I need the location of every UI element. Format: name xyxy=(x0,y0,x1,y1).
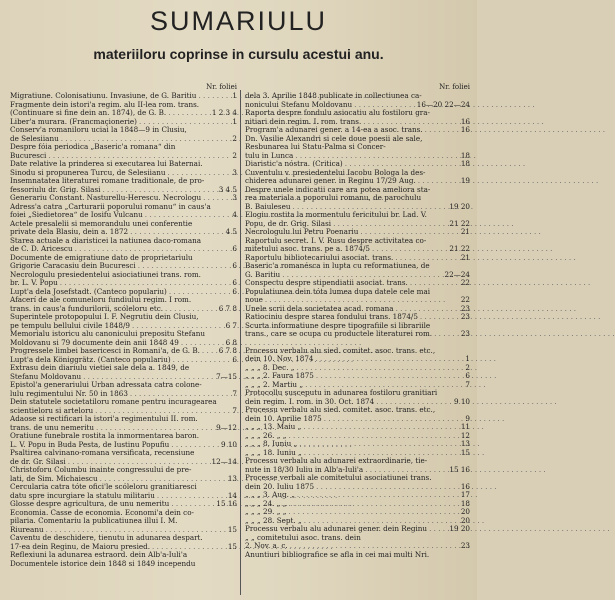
entry-page-numbers: 9 xyxy=(465,413,470,423)
entry-page-numbers: 17 xyxy=(460,490,470,499)
entry-page-numbers: 6 xyxy=(232,244,237,253)
entry-page-numbers: 15 xyxy=(460,447,470,457)
entry-title: Actele presalelii si memorandulu unei conferentie xyxy=(10,218,193,228)
entry-page-numbers: 7—15 xyxy=(216,371,237,381)
entry-title: Lupt'a dela Königgrätz. (Canteco populariu) xyxy=(10,354,171,364)
entry-title: Dn. Vasilie Alexandri si cele doue poesii ale sale, xyxy=(245,133,423,143)
entry-title: Despre fóia periodica „Baseric'a romana“ din xyxy=(10,142,176,151)
entry-page-numbers: 22—24 xyxy=(444,269,470,279)
entry-title: Moldovanu si 79 documente dein anii 1848 49 xyxy=(10,337,179,347)
entry-page-numbers: 13 xyxy=(227,473,237,483)
leader-dots xyxy=(434,330,456,339)
entry-page-numbers: 11 xyxy=(460,422,470,431)
entry-title: „ „ „ 26. „ „ xyxy=(245,430,287,440)
entry-title: L. V. Popu in Buda Pesta, de Iustinu Popufiu xyxy=(10,439,170,449)
entry-page-numbers: 16 xyxy=(460,481,470,491)
entry-page-numbers: 6 xyxy=(232,261,237,270)
entry-title: Raportulu secret. I. V. Rusu despre activitatea co- xyxy=(245,235,427,245)
entry-title: „ „ „ 28. Sept. „ xyxy=(245,515,302,525)
entry-title: chiderea adunarei gener. in Reginu 17/29 Aug. xyxy=(245,176,416,185)
entry-title: Reflexiuni la adunarea estraord. dein Alb'a-Iuli'a xyxy=(10,550,188,559)
entry-title: fessoriulu dr. Grig. Silasi xyxy=(10,184,101,194)
entry-page-numbers: 7 xyxy=(465,379,470,389)
entry-title: Processu verbalu alu adunarei extraordinarie, tie- xyxy=(245,456,428,465)
entry-title: Fragmente dein istori'a regim. alu II-lea rom. trans. xyxy=(10,99,200,109)
entry-title: Liber'a murara. (Francmaçionerie) xyxy=(10,116,137,126)
entry-title: 2. Nov. a. c. xyxy=(245,541,288,550)
entry-title: B. Baiuleseu xyxy=(245,201,291,211)
entry-title: trans. de unu nemeritu xyxy=(10,422,95,432)
entry-title: „ „ „ 3. Aug. „ xyxy=(245,490,295,499)
left-column xyxy=(10,83,237,568)
entry-page-numbers: 18 xyxy=(460,150,470,160)
entry-title: de C. D. Aricescu xyxy=(10,244,73,253)
entry-page-numbers: 12 xyxy=(460,430,470,440)
entry-title: Processe verbali ale comitetului asociatiunei trans. xyxy=(245,473,432,482)
entry-page-numbers: 18 xyxy=(460,498,470,508)
entry-title: Anuntiuri bibliografice se afla in cei mai multi Nri. xyxy=(245,549,430,559)
entry-page-numbers: 23 xyxy=(460,541,470,550)
entry-title: Christoforu Columbu inainte congressului de pre- xyxy=(10,465,192,474)
entry-title: Glosse despre agricultura, de unu nemeritu xyxy=(10,499,170,508)
entry-title: pilaria. Comentariu la publicatiunea illui I. M. xyxy=(10,516,178,525)
entry-page-numbers: 23 xyxy=(460,312,470,321)
entry-title: „ „ comitetului asoc. trans. dein xyxy=(245,532,361,542)
entry-title: Epistol'a generariului Urban adressata catra colone- xyxy=(10,380,202,389)
entry-title: Riureanu xyxy=(10,524,44,534)
entry-page-numbers: 15 xyxy=(227,524,237,534)
entry-page-numbers: 1 xyxy=(465,354,470,363)
entry-title: „ „ „ 18. Iuniu „ xyxy=(245,447,302,457)
entry-page-numbers: 2 xyxy=(232,133,237,143)
entry-title: trans. in caus'a fundurilorii, scóleloru etc. xyxy=(10,303,164,313)
entry-title: dein 10. Aprilie 1875 xyxy=(245,413,322,423)
entry-page-numbers: 6 xyxy=(465,371,470,380)
entry-page-numbers: 21 22 xyxy=(449,244,470,253)
entry-title: Raporta despre fondulu asiocatiu alu fostiloru gra- xyxy=(245,108,430,117)
entry-page-numbers: 21 xyxy=(460,252,470,262)
leader-dots xyxy=(429,525,447,534)
entry-title: Superintele protopopului I. F. Negrutiu dein Clusiu, xyxy=(10,312,199,321)
entry-page-numbers: 3 xyxy=(232,167,237,177)
entry-title: Processu verbalu alu adunarei gener. dein Reginu xyxy=(245,524,428,533)
entry-title: rea materiala a poporului romanu, de parochulu xyxy=(245,193,422,202)
entry-title: tulu in Lunca xyxy=(245,150,294,160)
entry-page-numbers: 19 xyxy=(460,176,470,185)
entry-title: Economia. Casse de economia. Economi'a dein co- xyxy=(10,507,194,517)
entry-title: Populatiunea dein tóta lumea dupa datele cele mai xyxy=(245,286,431,296)
entry-page-numbers: 1 xyxy=(232,116,237,126)
column-header: Nr. foliei xyxy=(439,83,470,91)
entry-page-numbers: 3 xyxy=(232,193,237,202)
entry-page-numbers: 13 xyxy=(460,439,470,448)
entry-title: lati, de Sim. Michaiescu xyxy=(10,473,98,483)
entry-title: Sinodu si propunerea Turcu, de Selesiianu xyxy=(10,167,166,177)
entry-title: pe tempulu bellului civile 1848/9 xyxy=(10,320,130,330)
entry-page-numbers: 18 xyxy=(460,159,470,168)
entry-title: Diaristic'a nóstra. (Critica) xyxy=(245,159,343,168)
entry-title: Despre unele indicatii care ara potea ameliora sta- xyxy=(245,184,431,194)
toc-entry xyxy=(245,330,470,339)
entry-title: Migratiune. Colonisatiunu. Invasiune, de G. Baritiu xyxy=(10,91,197,100)
entry-title: Ratiociniu despre starea fondului trans. 1874/5 xyxy=(245,312,418,321)
entry-page-numbers: 6 8 xyxy=(225,337,237,347)
entry-page-numbers: 19 20 xyxy=(449,524,470,533)
entry-title: Resbunarea lui Statu-Palma si Concer- xyxy=(245,142,386,151)
entry-page-numbers: 22 xyxy=(460,295,470,304)
entry-title: Raportulu bibliotecariului asociat. trans. xyxy=(245,252,394,262)
entry-title: de Selesiianu xyxy=(10,133,59,143)
entry-title: Documente de emigratiune dato de proprietariulu xyxy=(10,252,193,262)
entry-page-numbers: 15 xyxy=(227,541,237,551)
entry-page-numbers: 21 22 xyxy=(449,218,470,228)
entry-title: Insemnatatea literaturei romane traditionale, de pro- xyxy=(10,176,205,185)
entry-title: Bucuresci xyxy=(10,150,47,160)
entry-title: nute in 18/30 Iuliu in Alb'a-Iuli'a xyxy=(245,464,364,474)
entry-title: nitiari dein regim. I. rom. trans. xyxy=(245,116,362,126)
entry-title: dein regim. I. rom. in 30. Oct. 1874 xyxy=(245,396,375,406)
entry-page-numbers: 2 xyxy=(232,150,237,160)
entry-title: private dela Blasiu, dein a. 1872 xyxy=(10,227,129,236)
entry-title: Processu verbalu alu sied. comitet. asoc. trans. etc., xyxy=(245,345,436,355)
entry-title: Cercularia catra tóte ofici'le scóleloru granitiaresci xyxy=(10,482,197,491)
entry-page-numbers: 23 xyxy=(460,329,470,338)
entry-title: dein 20. Iuliu 1875 xyxy=(245,481,315,491)
entry-title: Necrologulu lui Petru Poenariu xyxy=(245,227,359,236)
entry-title: Popu, de dr. Grig. Silasi xyxy=(245,218,332,228)
entry-page-numbers: 15 16 xyxy=(449,464,470,474)
entry-title: Processu verbalu alu sied. comitet. asoc. trans. etc., xyxy=(245,405,436,414)
toc-entry xyxy=(245,551,470,560)
entry-page-numbers: 16 xyxy=(460,116,470,126)
entry-page-numbers: 20 xyxy=(460,507,470,516)
entry-page-numbers: 9 10 xyxy=(220,439,237,449)
entry-page-numbers: 20 xyxy=(460,515,470,525)
entry-page-numbers: 7 xyxy=(232,405,237,415)
entry-title: lulu regimentului Nr. 50 in 1863 xyxy=(10,388,128,398)
leader-dots xyxy=(198,92,223,101)
entry-title: Date relative la prinderea si executarea lui Baternai. xyxy=(10,159,203,168)
entry-page-numbers: 23 xyxy=(460,303,470,313)
entry-title: scientieloru si arteloru xyxy=(10,405,94,415)
entry-title: „ „ „ 13. Maiu „ xyxy=(245,422,302,431)
entry-title: Scurta informatiune despre tipografiile si librariile xyxy=(245,320,431,330)
page-subtitle: materiiloru coprinse in cursulu acestui anu. xyxy=(93,46,384,62)
entry-page-numbers: 6 xyxy=(232,278,237,287)
entry-page-numbers: 12—14 xyxy=(211,456,237,466)
entry-title: (Continuare si fine dein an. 1874), de G. B. xyxy=(10,108,167,117)
entry-title: dein 10. Nov. 1874 xyxy=(245,354,314,363)
entry-page-numbers: 6 xyxy=(232,354,237,364)
entry-title: Generariu Constant. Nasturellu-Herescu. Necrologu xyxy=(10,193,202,202)
entry-title: G. Baritiu xyxy=(245,269,281,279)
entry-title: „ „ „ 29. „ „ xyxy=(245,507,287,516)
entry-page-numbers: 19 20 xyxy=(449,201,470,211)
entry-title: Baseric'a romanésca in lupta cu reformatiunea, de xyxy=(245,261,430,270)
entry-title: Elogiu rostita la mormentulu fericitului br. Lad. V. xyxy=(245,210,427,219)
entry-page-numbers: 15 16 xyxy=(216,499,237,508)
entry-title: Program'a adunarei gener. a 14-ea a asoc. trans. xyxy=(245,125,423,134)
entry-title: Dein statutele societatiloru romane pentru incuragearea xyxy=(10,397,217,406)
page-title: SUMARIULU xyxy=(149,6,328,36)
entry-page-numbers: 2 xyxy=(465,362,470,372)
entry-page-numbers: 4 xyxy=(232,210,237,219)
entry-title: Caventu de deschidere, tienutu in adunarea despart. xyxy=(10,533,203,542)
entry-title: trans., care se ocupa cu productele literaturei rom. xyxy=(245,329,433,338)
entry-title: nonicului Stefanu Moldovanu xyxy=(245,99,353,109)
entry-page-numbers: 9—12 xyxy=(216,422,237,432)
entry-title: Cuventulu v. presiedentelui Iacobu Bologa la des- xyxy=(245,167,426,177)
leader-dots xyxy=(425,126,456,135)
entry-title: Adaose si rectificari la istori'a regimentului II. rom. xyxy=(10,414,198,423)
entry-page-numbers: 7 xyxy=(232,388,237,398)
entry-page-numbers: 6 7 xyxy=(225,320,237,330)
entry-title: 17-ea dein Reginu, de Maioru presied. xyxy=(10,541,151,551)
entry-title: „ „ „ 2. Faura 1875 xyxy=(245,371,314,380)
entry-title: Necrologulu presiedentelui asiociatiunei trans. rom. xyxy=(10,269,201,279)
entry-page-numbers: 21 xyxy=(460,227,470,236)
entry-title: Protocollu susceputu in adunarea fostiloru granitiari xyxy=(245,388,438,397)
entry-page-numbers: 16—20 22—24 xyxy=(416,99,470,109)
entry-page-numbers: 9 10 xyxy=(453,396,470,406)
entry-page-numbers: 6 7 8 xyxy=(218,303,237,313)
entry-title: datu spre incurgiare la statulu militariu xyxy=(10,490,155,500)
entry-title: mitetului asoc. trans. pe a. 1874/5 xyxy=(245,244,370,253)
entry-title: Conspectu despre stipendiatii asociat. trans. xyxy=(245,278,408,287)
entry-title: noue xyxy=(245,295,263,304)
entry-title: Stefanu Moldovanu xyxy=(10,371,82,381)
entry-title: Documentele istorice dein 1848 si 1849 incependu xyxy=(10,558,196,568)
entry-title: Unele scrii dela societatea acad. romana xyxy=(245,303,394,313)
entry-title: br. L. V. Popu xyxy=(10,278,58,287)
entry-title: Progressele limbei basericesci in Romani'a, de G. B. xyxy=(10,346,200,355)
entry-title: Lupt'a dela Josefstadt. (Canteco populariu) xyxy=(10,286,167,296)
entry-page-numbers: 22 xyxy=(460,278,470,287)
toc-entry xyxy=(10,560,237,569)
entry-page-numbers: 6 xyxy=(232,286,237,296)
entry-title: Conserv'a romaniloru uciai la 1848—9 in Clusiu, xyxy=(10,125,187,134)
right-column xyxy=(245,83,470,559)
entry-page-numbers: 1 2 3 4 xyxy=(211,108,237,117)
entry-title: Adress'a catra „Carturarii poporului romanu“ in caus'a xyxy=(10,201,211,211)
entry-page-numbers: 14 xyxy=(227,490,237,500)
entry-page-numbers: 16 xyxy=(460,125,470,134)
entry-title: Grigorie Caracasiu dein Bucuresci xyxy=(10,261,136,270)
entry-page-numbers: 4 5 xyxy=(225,227,237,236)
entry-title: Memorialu istoricu alu canonicului prepositu Stefanu xyxy=(10,329,205,338)
entry-title: „ „ „ 24. „ „ xyxy=(245,498,287,508)
entry-title: Extrasu dein diariulu vietiei sale dela a. 1849, de xyxy=(10,363,190,372)
entry-title: Oratiune funebrale rostita la inmormentarea baron. xyxy=(10,431,200,440)
entry-title: foiei „Siedietorea“ de Iosifu Vulcanu xyxy=(10,210,143,219)
entry-page-numbers: 6 7 8 xyxy=(218,346,237,355)
column-header: Nr. foliei xyxy=(206,83,237,91)
entry-title: „ „ „ 8. Dec. „ xyxy=(245,362,295,372)
entry-title: „ „ „ 8. Iuniu „ xyxy=(245,439,298,448)
entry-page-numbers: 1 xyxy=(232,91,237,100)
entry-page-numbers: 3 4 5 xyxy=(218,184,237,194)
entry-title: de dr. Gr. Silasi xyxy=(10,456,66,466)
entry-title: dela 3. Aprilie 1848 publicate in collectiunea ca- xyxy=(245,91,422,100)
entry-title: Psaltirea calvinano-romana versificata, recensiune xyxy=(10,448,195,457)
entry-title: Starea actuale a diaristicei la natiunea daco-romana xyxy=(10,235,202,245)
entry-title: „ „ „ 2. Martiu „ xyxy=(245,379,304,389)
entry-title: Afacerí de ale comuneloru fundiului regim. I rom. xyxy=(10,295,192,304)
